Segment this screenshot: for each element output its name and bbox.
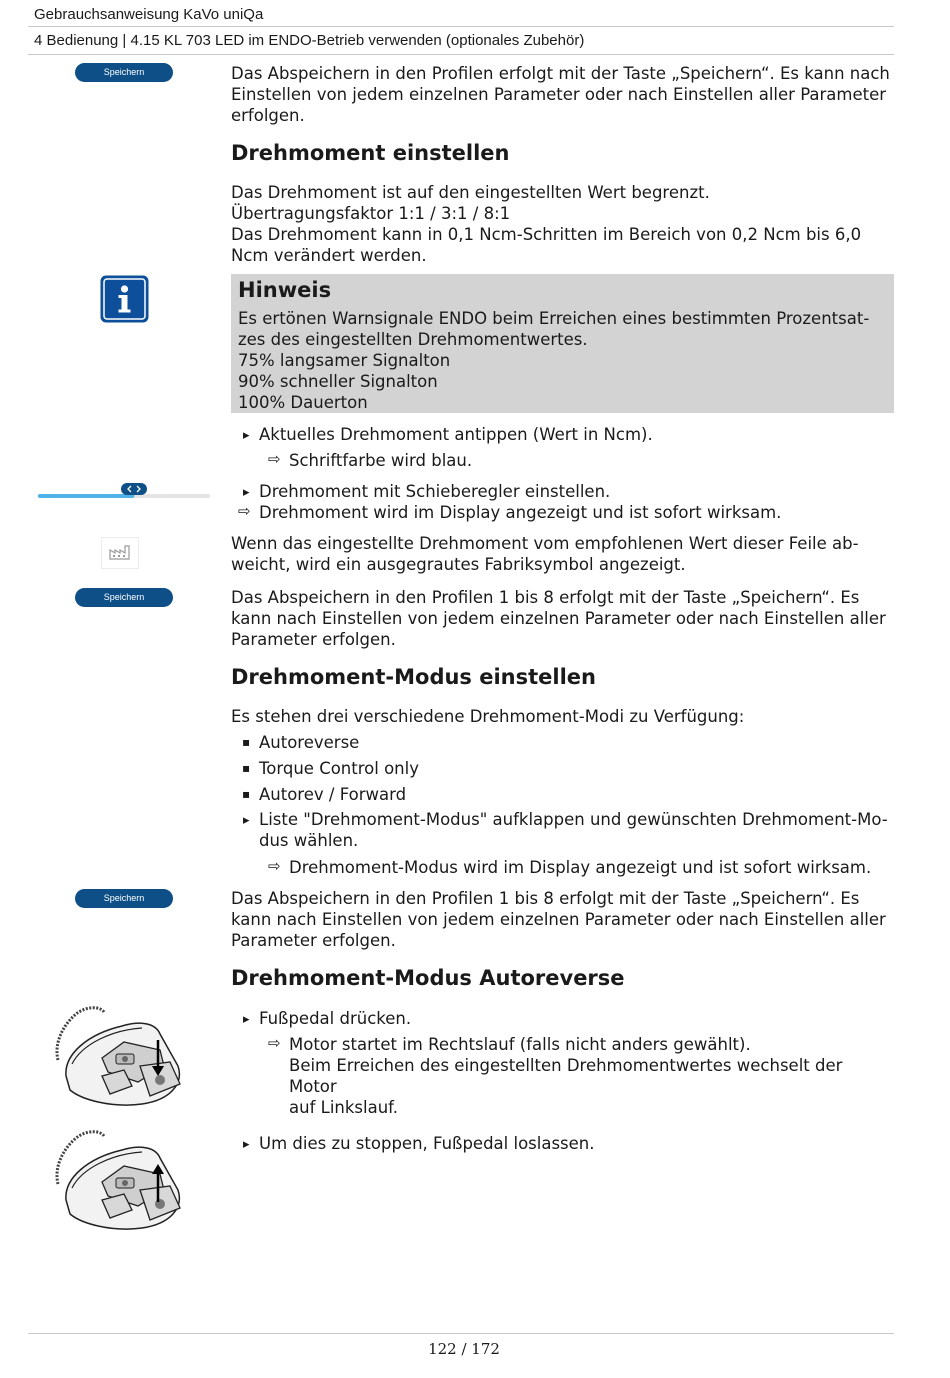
- result-arrow-icon: ⇨: [238, 502, 251, 520]
- list-item: Autoreverse: [259, 733, 360, 752]
- factory-icon: [101, 537, 139, 569]
- header-rule-top: [28, 26, 894, 27]
- result-step: Schriftfarbe wird blau.: [289, 451, 473, 470]
- action-arrow-icon: ▸: [243, 813, 250, 828]
- foot-pedal-press-icon: [52, 1004, 192, 1110]
- footer-rule: [28, 1333, 894, 1334]
- paragraph-save-info: Das Abspeichern in den Profilen erfolgt mit der Taste „Speichern“. Es kann nach Einstellen von jedem einzelnen Parameter oder nach Einstellen aller Parameter erfolgen.: [231, 64, 890, 125]
- action-step: Liste "Drehmoment-Modus" aufklappen und gewünschten Drehmoment-Mo- dus wählen.: [259, 810, 888, 850]
- torque-slider[interactable]: [38, 485, 210, 493]
- note-line: zes des eingestellten Drehmomentwertes.: [238, 330, 588, 349]
- slider-handle[interactable]: [121, 483, 147, 495]
- action-arrow-icon: ▸: [243, 1012, 250, 1027]
- heading-drehmoment-modus-einstellen: Drehmoment-Modus einstellen: [231, 665, 596, 689]
- note-line: 100% Dauerton: [238, 393, 368, 412]
- speichern-button[interactable]: Speichern: [75, 889, 173, 908]
- foot-pedal-release-icon: [52, 1128, 192, 1234]
- heading-drehmoment-einstellen: Drehmoment einstellen: [231, 141, 510, 165]
- list-item: Torque Control only: [259, 759, 419, 778]
- bullet-icon: ▪: [242, 735, 251, 749]
- paragraph-modes-intro: Es stehen drei verschiedene Drehmoment-Modi zu Verfügung:: [231, 707, 745, 726]
- result-step: Drehmoment wird im Display angezeigt und ist sofort wirksam.: [259, 503, 782, 522]
- note-line: Es ertönen Warnsignale ENDO beim Erreichen eines bestimmten Prozentsat-: [238, 309, 870, 328]
- page-number: 122 / 172: [428, 1340, 500, 1358]
- action-arrow-icon: ▸: [243, 1137, 250, 1152]
- paragraph-save-profiles: Das Abspeichern in den Profilen 1 bis 8 erfolgt mit der Taste „Speichern“. Es kann nach Einstellen von jedem einzelnen Parameter oder nach Einstellen aller Parameter erfolgen.: [231, 588, 886, 649]
- action-arrow-icon: ▸: [243, 485, 250, 500]
- action-step: Drehmoment mit Schieberegler einstellen.: [259, 482, 611, 501]
- section-breadcrumb: 4 Bedienung | 4.15 KL 703 LED im ENDO-Betrieb verwenden (optionales Zubehör): [34, 32, 585, 49]
- bullet-icon: ▪: [242, 761, 251, 775]
- note-title: Hinweis: [238, 278, 332, 302]
- result-step: Motor startet im Rechtslauf (falls nicht anders gewählt). Beim Erreichen des eingestellten Drehmomentwertes wechselt der Motor auf Linkslauf.: [289, 1035, 843, 1117]
- heading-drehmoment-modus-autoreverse: Drehmoment-Modus Autoreverse: [231, 966, 625, 990]
- document-title: Gebrauchsanweisung KaVo uniQa: [34, 6, 264, 23]
- action-step: Um dies zu stoppen, Fußpedal loslassen.: [259, 1134, 595, 1153]
- speichern-button[interactable]: Speichern: [75, 63, 173, 82]
- paragraph-save-profiles: Das Abspeichern in den Profilen 1 bis 8 erfolgt mit der Taste „Speichern“. Es kann nach Einstellen von jedem einzelnen Parameter oder nach Einstellen aller Parameter erfolgen.: [231, 889, 886, 950]
- bullet-icon: ▪: [242, 787, 251, 801]
- action-step: Aktuelles Drehmoment antippen (Wert in Ncm).: [259, 425, 653, 444]
- result-arrow-icon: ⇨: [268, 1034, 281, 1052]
- header-rule-bottom: [28, 54, 894, 55]
- note-line: 75% langsamer Signalton: [238, 351, 451, 370]
- note-box: [231, 274, 894, 413]
- list-item: Autorev / Forward: [259, 785, 407, 804]
- paragraph-torque-description: Das Drehmoment ist auf den eingestellten Wert begrenzt. Übertragungsfaktor 1:1 / 3:1 / 8:1 Das Drehmoment kann in 0,1 Ncm-Schritten im Bereich von 0,2 Ncm bis 6,0 Ncm verändert werden.: [231, 183, 862, 265]
- result-step: Drehmoment-Modus wird im Display angezeigt und ist sofort wirksam.: [289, 858, 872, 877]
- paragraph-factory-symbol: Wenn das eingestellte Drehmoment vom empfohlenen Wert dieser Feile ab- weicht, wird ein ausgegrautes Fabriksymbol angezeigt.: [231, 534, 859, 574]
- action-step: Fußpedal drücken.: [259, 1009, 412, 1028]
- note-line: 90% schneller Signalton: [238, 372, 438, 391]
- result-arrow-icon: ⇨: [268, 857, 281, 875]
- result-arrow-icon: ⇨: [268, 450, 281, 468]
- speichern-button[interactable]: Speichern: [75, 588, 173, 607]
- action-arrow-icon: ▸: [243, 428, 250, 443]
- info-icon: [100, 275, 149, 323]
